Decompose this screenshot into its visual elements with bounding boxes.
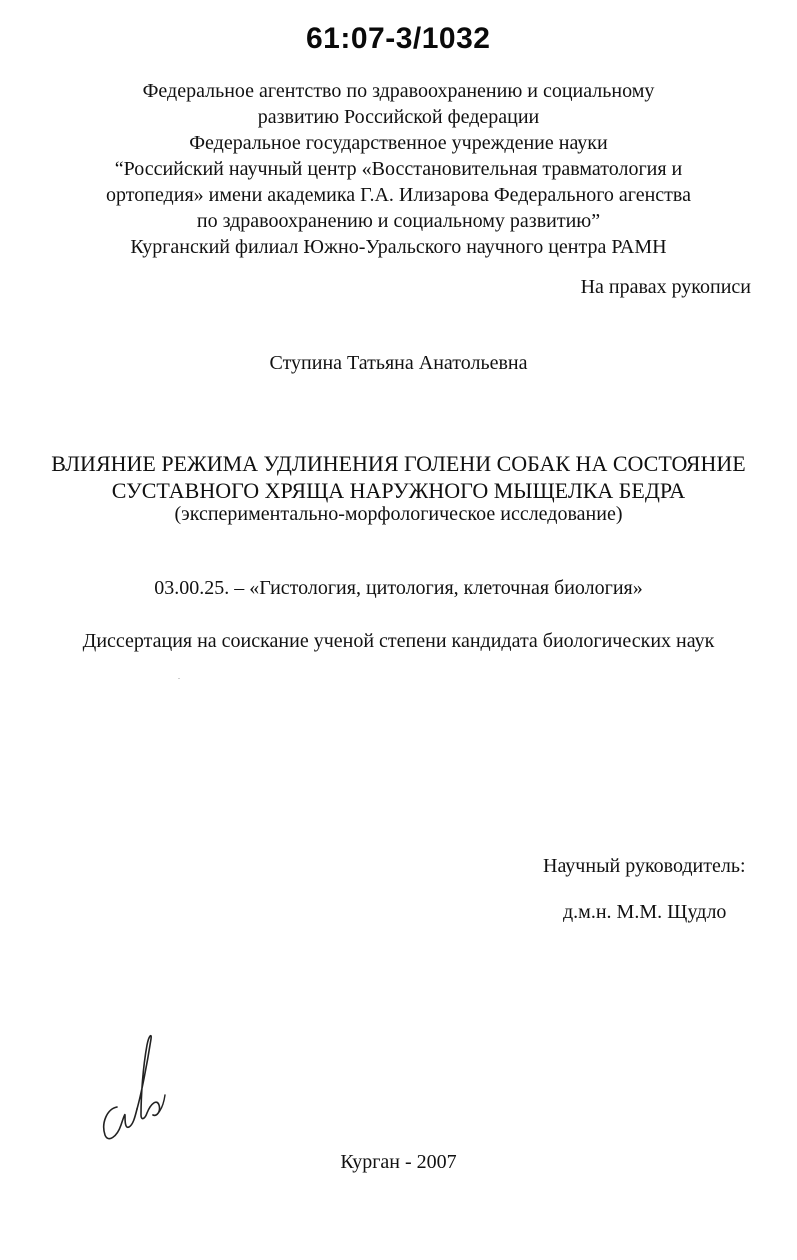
supervisor-name: д.м.н. М.М. Щудло: [563, 901, 727, 923]
specialty-code: 03.00.25. – «Гистология, цитология, клеточная биология»: [154, 577, 643, 599]
organization-line: “Российский научный центр «Восстановительная травматология и: [114, 158, 683, 180]
organization-line: Федеральное агентство по здравоохранению и социальному: [142, 80, 655, 102]
author-name: Ступина Татьяна Анатольевна: [269, 352, 528, 374]
supervisor-label: Научный руководитель:: [543, 855, 746, 877]
organization-line: развитию Российской федерации: [257, 106, 540, 128]
manuscript-note: На правах рукописи: [580, 276, 751, 298]
degree-statement: Диссертация на соискание ученой степени кандидата биологических наук: [82, 630, 715, 652]
thesis-title-line: ВЛИЯНИЕ РЕЖИМА УДЛИНЕНИЯ ГОЛЕНИ СОБАК НА СОСТОЯНИЕ: [51, 451, 746, 476]
organization-line: по здравоохранению и социальному развитию”: [196, 210, 601, 232]
organization-line: Курганский филиал Южно-Уральского научного центра РАМН: [130, 236, 667, 258]
thesis-subtitle: (экспериментально-морфологическое исследование): [174, 503, 623, 525]
organization-line: Федеральное государственное учреждение науки: [189, 132, 608, 154]
thesis-title-line: СУСТАВНОГО ХРЯЩА НАРУЖНОГО МЫЩЕЛКА БЕДРА: [111, 478, 686, 503]
organization-block: [0, 78, 797, 260]
place-and-year: Курган - 2007: [340, 1151, 457, 1173]
thesis-title: [0, 450, 797, 504]
organization-line: ортопедия» имени академика Г.А. Илизарова Федерального агенства: [106, 184, 691, 206]
handwritten-signature-icon: [95, 1025, 175, 1145]
scan-speck: [178, 678, 180, 679]
archive-code: 61:07-3/1032: [306, 22, 491, 55]
